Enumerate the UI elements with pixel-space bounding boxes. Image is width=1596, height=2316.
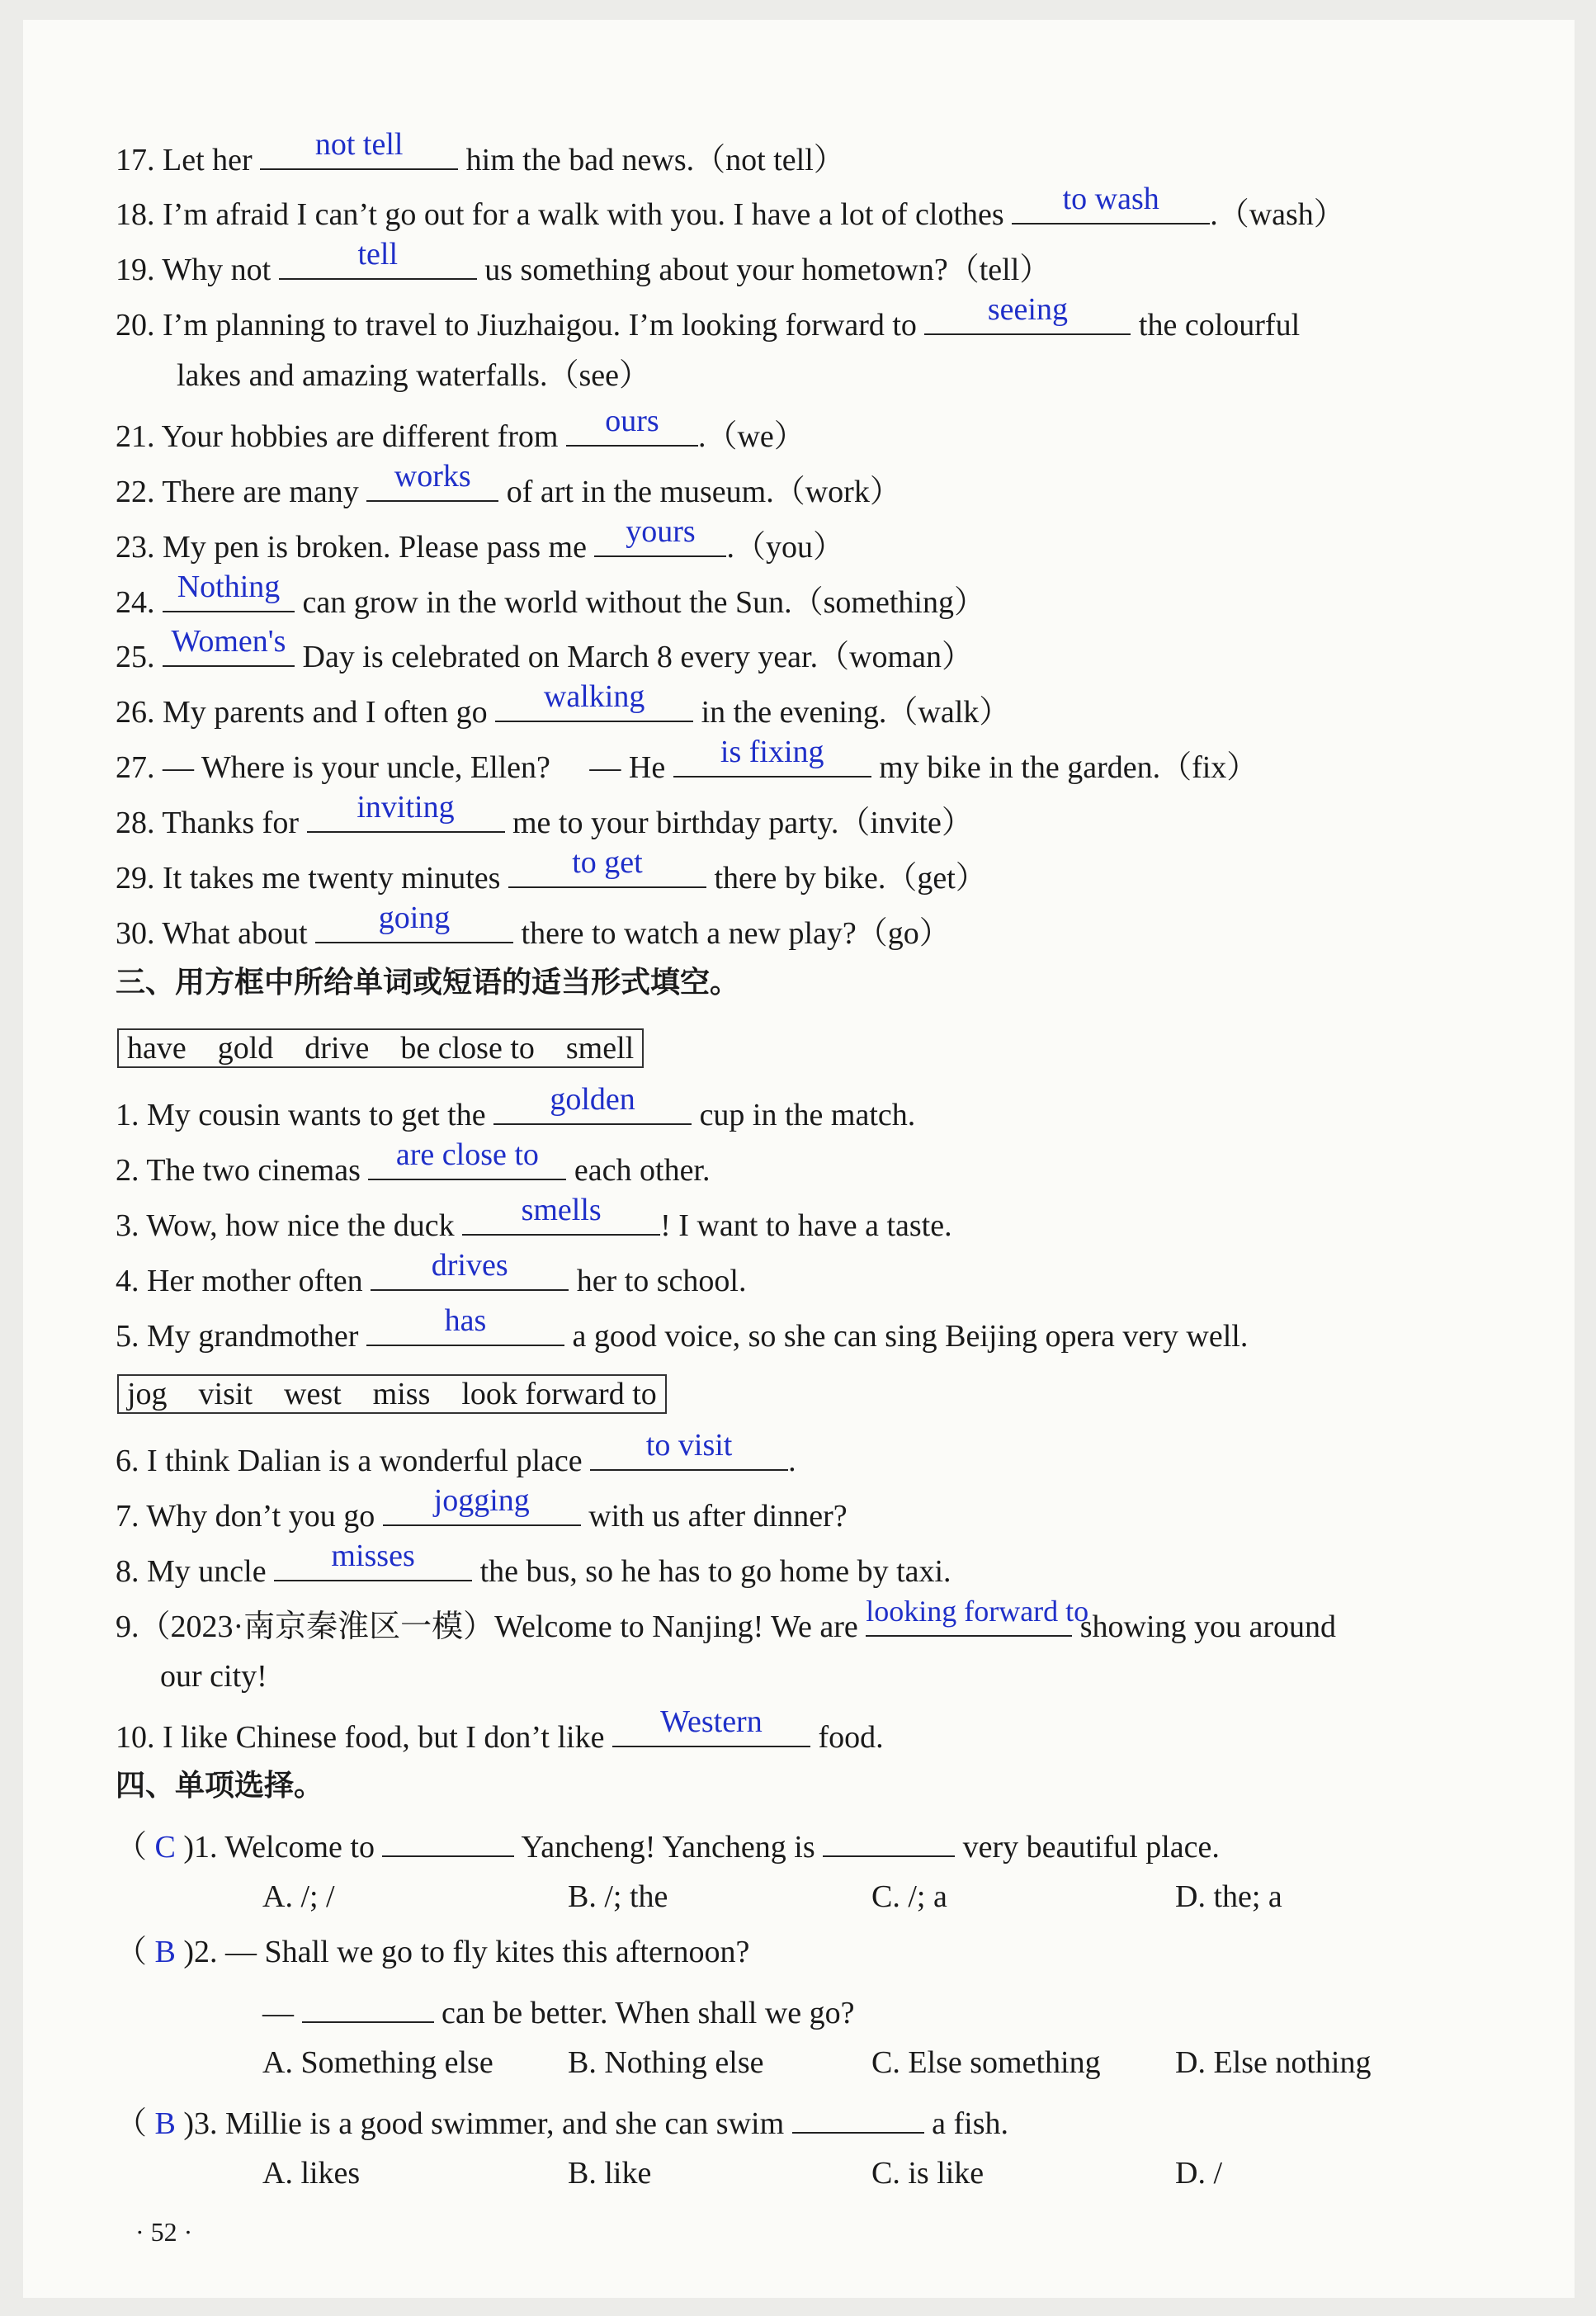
item-text: 23. My pen is broken. Please pass me (116, 530, 595, 565)
answer-blank (382, 1822, 514, 1857)
question-text: Welcome to (224, 1830, 383, 1865)
answer-blank (383, 1483, 581, 1526)
question-number: )3. (183, 2106, 218, 2141)
item-text: cup in the match. (692, 1098, 916, 1132)
item-19 (116, 237, 1051, 289)
section-4-heading: 四、单项选择。 (116, 1769, 324, 1803)
mc-option-d: D. / (1175, 2156, 1222, 2191)
item-29 (116, 845, 987, 897)
item-text: in the evening.（walk） (693, 695, 1011, 730)
item-text: 29. It takes me twenty minutes (116, 861, 508, 896)
handwritten-answer: Western (660, 1704, 763, 1739)
answer-blank (366, 459, 498, 502)
mc-option-c: C. Else something (871, 2045, 1101, 2080)
question-text: can be better. When shall we go? (433, 1996, 855, 2030)
item-text: with us after dinner? (580, 1499, 848, 1534)
item-20 (116, 292, 1301, 344)
p3-item-2 (116, 1137, 711, 1189)
item-text: 24. (116, 585, 163, 620)
answer-blank (594, 514, 726, 557)
mc-option-a: A. /; / (262, 1879, 335, 1914)
page-number: · 52 · (135, 2217, 193, 2247)
answer-blank (566, 404, 698, 447)
p3-item-7 (116, 1483, 848, 1535)
handwritten-answer: yours (626, 514, 696, 549)
p3-item-3 (116, 1193, 952, 1245)
answer-blank (590, 1428, 788, 1471)
item-25 (116, 624, 973, 676)
answer-blank (371, 1248, 569, 1291)
handwritten-answer: golden (550, 1082, 635, 1117)
handwritten-answer: are close to (395, 1137, 539, 1172)
item-text: 27. — Where is your uncle, Ellen? — He (116, 750, 673, 785)
mc-option-c: C. /; a (871, 1879, 947, 1914)
answer-blank (260, 127, 458, 170)
item-23 (116, 514, 844, 566)
item-text: showing you around (1072, 1609, 1337, 1644)
question-text: very beautiful place. (955, 1830, 1220, 1865)
item-18 (116, 182, 1345, 234)
item-text: 22. There are many (116, 475, 367, 509)
item-text: . (788, 1444, 796, 1478)
handwritten-answer: to get (572, 845, 643, 880)
section-3-heading: 三、用方框中所给单词或短语的适当形式填空。 (116, 966, 740, 1000)
item-text: .（you） (726, 530, 844, 565)
answer-blank (368, 1137, 566, 1180)
item-text: of art in the museum.（work） (498, 475, 901, 509)
handwritten-choice: B (154, 2106, 176, 2141)
p3-item-9 (116, 1595, 1337, 1646)
item-24 (116, 570, 985, 622)
item-text: 8. My uncle (116, 1554, 275, 1589)
question-number: )1. (183, 1830, 218, 1865)
item-text: 7. Why don’t you go (116, 1499, 383, 1534)
word-box-2: jog visit west miss look forward to (117, 1374, 667, 1414)
answer-blank (493, 1082, 692, 1125)
item-28 (116, 790, 973, 842)
handwritten-answer: is fixing (720, 735, 824, 769)
mc-option-d: D. the; a (1175, 1879, 1282, 1914)
handwritten-answer: looking forward to (866, 1595, 1089, 1628)
answer-blank (279, 237, 477, 280)
answer-blank (823, 1822, 955, 1857)
handwritten-answer: going (378, 900, 451, 935)
item-text: 20. I’m planning to travel to Jiuzhaigou. I’m looking forward to (116, 308, 925, 343)
item-text: there to watch a new play?（go） (513, 916, 951, 951)
item-27 (116, 735, 1258, 787)
answer-blank (366, 1303, 564, 1346)
item-20-cont (177, 357, 650, 395)
answer-blank (163, 624, 295, 667)
mc-question-2: （ B )2. — Shall we go to fly kites this afternoon? (116, 1935, 750, 1969)
item-text: 1. My cousin wants to get the (116, 1098, 494, 1132)
answer-blank (307, 790, 505, 833)
handwritten-answer: tell (357, 237, 399, 272)
item-17 (116, 127, 845, 179)
handwritten-answer: to visit (645, 1428, 733, 1463)
answer-blank (315, 900, 513, 943)
item-text: 9.（2023·南京秦淮区一模）Welcome to Nanjing! We are (116, 1609, 866, 1644)
item-text: her to school. (569, 1264, 747, 1298)
question-text: Yancheng! Yancheng is (514, 1830, 824, 1865)
item-text: the colourful (1131, 308, 1301, 343)
word-box-1: have gold drive be close to smell (117, 1028, 644, 1068)
question-text: a fish. (923, 2106, 1009, 2141)
item-text: 2. The two cinemas (116, 1153, 369, 1188)
question-text: — Shall we go to fly kites this afternoon? (225, 1935, 750, 1969)
question-text: Millie is a good swimmer, and she can swim (225, 2106, 792, 2141)
handwritten-answer: works (394, 459, 471, 494)
mc-option-c: C. is like (871, 2156, 985, 2191)
mc-option-b: B. /; the (568, 1879, 668, 1914)
handwritten-answer: drives (431, 1248, 508, 1283)
answer-blank (462, 1193, 660, 1236)
handwritten-answer: walking (543, 679, 645, 714)
item-text: him the bad news.（not tell） (458, 143, 845, 177)
item-text: 26. My parents and I often go (116, 695, 496, 730)
item-text: my bike in the garden.（fix） (871, 750, 1258, 785)
item-22 (116, 459, 901, 511)
answer-blank (924, 292, 1131, 335)
item-text: 21. Your hobbies are different from (116, 419, 566, 454)
handwritten-answer: inviting (357, 790, 455, 825)
item-text: each other. (566, 1153, 711, 1188)
answer-blank (495, 679, 693, 722)
handwritten-answer: not tell (314, 127, 404, 162)
handwritten-answer: smells (521, 1193, 602, 1227)
item-text: 4. Her mother often (116, 1264, 371, 1298)
item-text: 17. Let her (116, 143, 261, 177)
item-text: food. (810, 1720, 884, 1755)
handwritten-answer: seeing (987, 292, 1068, 327)
item-text: a good voice, so she can sing Beijing opera very well. (564, 1319, 1249, 1354)
mc-option-d: D. Else nothing (1175, 2045, 1372, 2080)
handwritten-answer: misses (331, 1538, 415, 1573)
p3-item-10 (116, 1704, 884, 1756)
mc-option-b: B. like (568, 2156, 652, 2191)
answer-blank (302, 1988, 434, 2023)
p3-item-8 (116, 1538, 951, 1590)
item-text: 25. (116, 640, 163, 674)
answer-blank (866, 1595, 1089, 1637)
item-text: 5. My grandmother (116, 1319, 366, 1354)
item-text: 19. Why not (116, 253, 279, 287)
handwritten-answer: Women's (171, 624, 286, 659)
item-text: 18. I’m afraid I can’t go out for a walk with you. I have a lot of clothes (116, 197, 1013, 232)
answer-blank (1012, 182, 1210, 225)
mc-question-3: （ B )3. Millie is a good swimmer, and she can swim a fish. (116, 2099, 1008, 2143)
item-text: 30. What about (116, 916, 316, 951)
answer-blank (274, 1538, 472, 1581)
question-number: )2. (183, 1935, 218, 1969)
item-text: lakes and amazing waterfalls.（see） (177, 358, 650, 393)
item-text: can grow in the world without the Sun.（something） (295, 585, 985, 620)
handwritten-answer: to wash (1062, 182, 1159, 216)
p3-item-5 (116, 1303, 1249, 1355)
item-text: Day is celebrated on March 8 every year.（woman） (295, 640, 973, 674)
item-text: there by bike.（get） (706, 861, 987, 896)
item-26 (116, 679, 1011, 731)
item-text: 28. Thanks for (116, 806, 307, 840)
question-text: — (262, 1996, 302, 2030)
mc-option-a: A. Something else (262, 2045, 493, 2080)
answer-blank (792, 2099, 924, 2134)
item-text: the bus, so he has to go home by taxi. (472, 1554, 951, 1589)
item-text: us something about your hometown?（tell） (476, 253, 1051, 287)
p3-item-6 (116, 1428, 796, 1480)
p3-item-4 (116, 1248, 747, 1300)
answer-blank (163, 570, 295, 612)
item-text: 10. I like Chinese food, but I don’t like (116, 1720, 612, 1755)
item-30 (116, 900, 951, 952)
handwritten-answer: ours (605, 404, 659, 438)
item-text: 6. I think Dalian is a wonderful place (116, 1444, 591, 1478)
p3-item-1 (116, 1082, 916, 1134)
p3-item-9-cont (160, 1657, 267, 1695)
mc-option-b: B. Nothing else (568, 2045, 764, 2080)
item-text: 3. Wow, how nice the duck (116, 1208, 463, 1243)
answer-blank (673, 735, 871, 778)
mc-question-1: （ C )1. Welcome to Yancheng! Yancheng is very beautiful place. (116, 1822, 1220, 1866)
item-21 (116, 404, 805, 456)
mc-question-2-line2 (262, 1988, 855, 2032)
answer-blank (612, 1704, 810, 1747)
handwritten-choice: B (154, 1935, 176, 1969)
item-text: .（wash） (1210, 197, 1345, 232)
item-text: .（we） (697, 419, 805, 454)
handwritten-choice: C (154, 1830, 176, 1865)
item-text: me to your birthday party.（invite） (504, 806, 973, 840)
item-text: ! I want to have a taste. (660, 1208, 952, 1243)
answer-blank (508, 845, 706, 888)
handwritten-answer: Nothing (177, 570, 281, 604)
mc-option-a: A. likes (262, 2156, 361, 2191)
handwritten-answer: has (444, 1303, 487, 1338)
worksheet-page (23, 20, 1575, 2298)
handwritten-answer: jogging (433, 1483, 530, 1518)
item-text: our city! (160, 1659, 267, 1694)
